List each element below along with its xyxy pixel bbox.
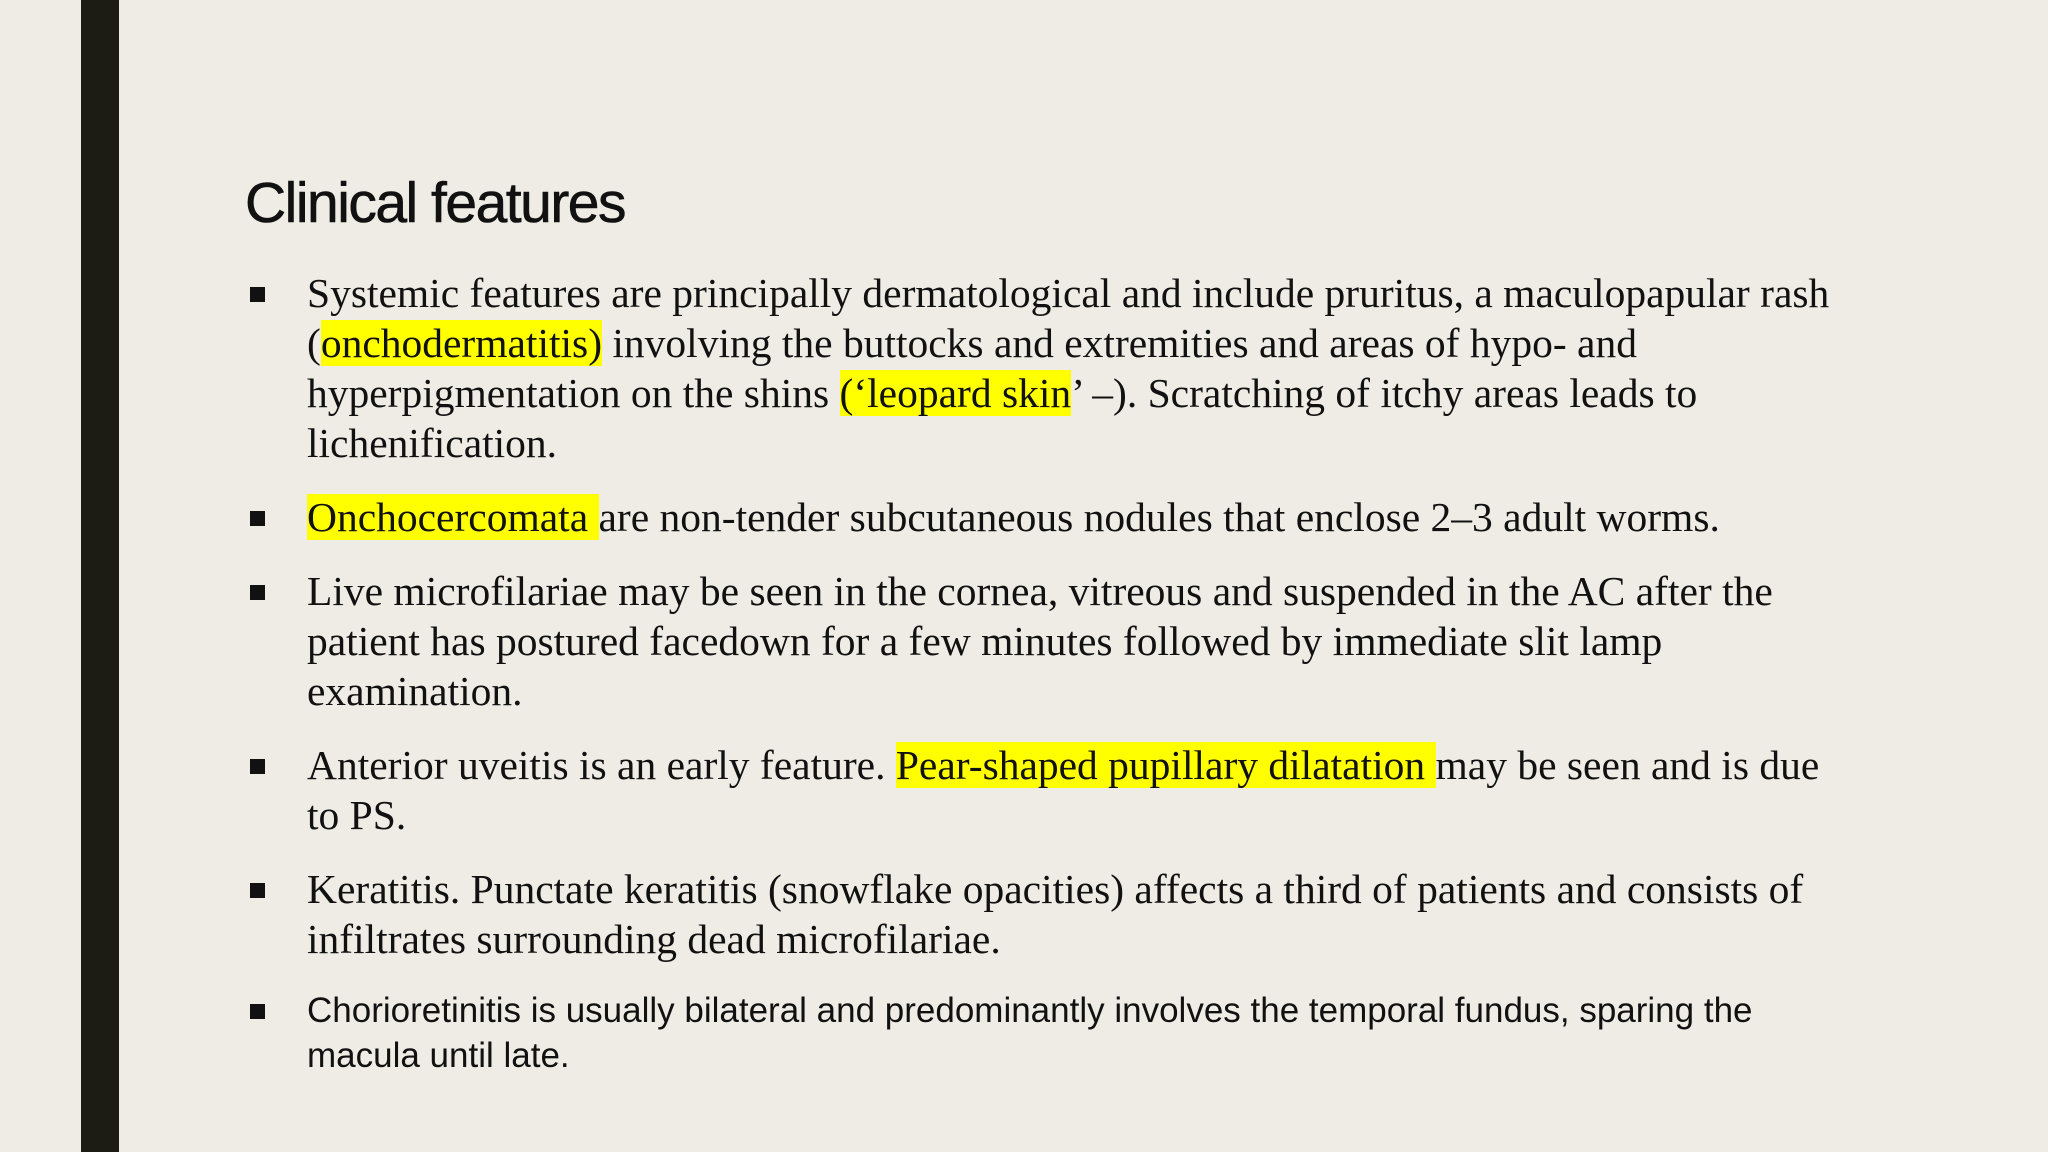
highlighted-term: Pear-shaped pupillary dilatation: [895, 742, 1436, 788]
square-bullet-icon: [250, 1004, 265, 1019]
slide-title: Clinical features: [245, 171, 626, 235]
square-bullet-icon: [250, 759, 265, 774]
bullet-item-systemic-features: [245, 268, 1845, 468]
square-bullet-icon: [250, 511, 265, 526]
square-bullet-icon: [250, 883, 265, 898]
highlighted-term: Onchocercomata: [307, 494, 599, 540]
square-bullet-icon: [250, 287, 265, 302]
bullet-text: Live microfilariae may be seen in the cornea, vitreous and suspended in the AC after the patient has postured facedown for a few minutes followed by immediate slit lamp examination.: [307, 568, 1773, 714]
bullet-text: are non-tender subcutaneous nodules that enclose 2–3 adult worms.: [598, 494, 1720, 540]
square-bullet-icon: [250, 585, 265, 600]
bullet-list: [245, 268, 1845, 1102]
bullet-text: ’ –). Scratching of itchy areas leads to lichenification.: [307, 370, 1698, 466]
accent-bar: [81, 0, 119, 1152]
highlighted-term: (‘leopard skin: [839, 370, 1072, 416]
bullet-text: Systemic features are principally dermatological and include pruritus, a maculopapular rash (: [307, 270, 1830, 366]
bullet-text: Chorioretinitis is usually bilateral and predominantly involves the temporal fundus, sparing the macula until late.: [307, 991, 1753, 1075]
bullet-text: involving the buttocks and extremities and areas of hypo- and hyperpigmentation on the shins: [307, 320, 1637, 416]
bullet-item-onchocercomata: [245, 492, 1845, 542]
bullet-item-chorioretinitis: [245, 988, 1845, 1078]
bullet-text: may be seen and is due to PS.: [307, 742, 1820, 838]
bullet-item-anterior-uveitis: [245, 740, 1845, 840]
highlighted-term: onchodermatitis): [320, 320, 603, 366]
bullet-text: Anterior uveitis is an early feature.: [307, 742, 896, 788]
bullet-item-keratitis: [245, 864, 1845, 964]
bullet-item-live-microfilariae: [245, 566, 1845, 716]
bullet-text: Keratitis. Punctate keratitis (snowflake opacities) affects a third of patients and consists of infiltrates surrounding dead microfilariae.: [307, 866, 1804, 962]
